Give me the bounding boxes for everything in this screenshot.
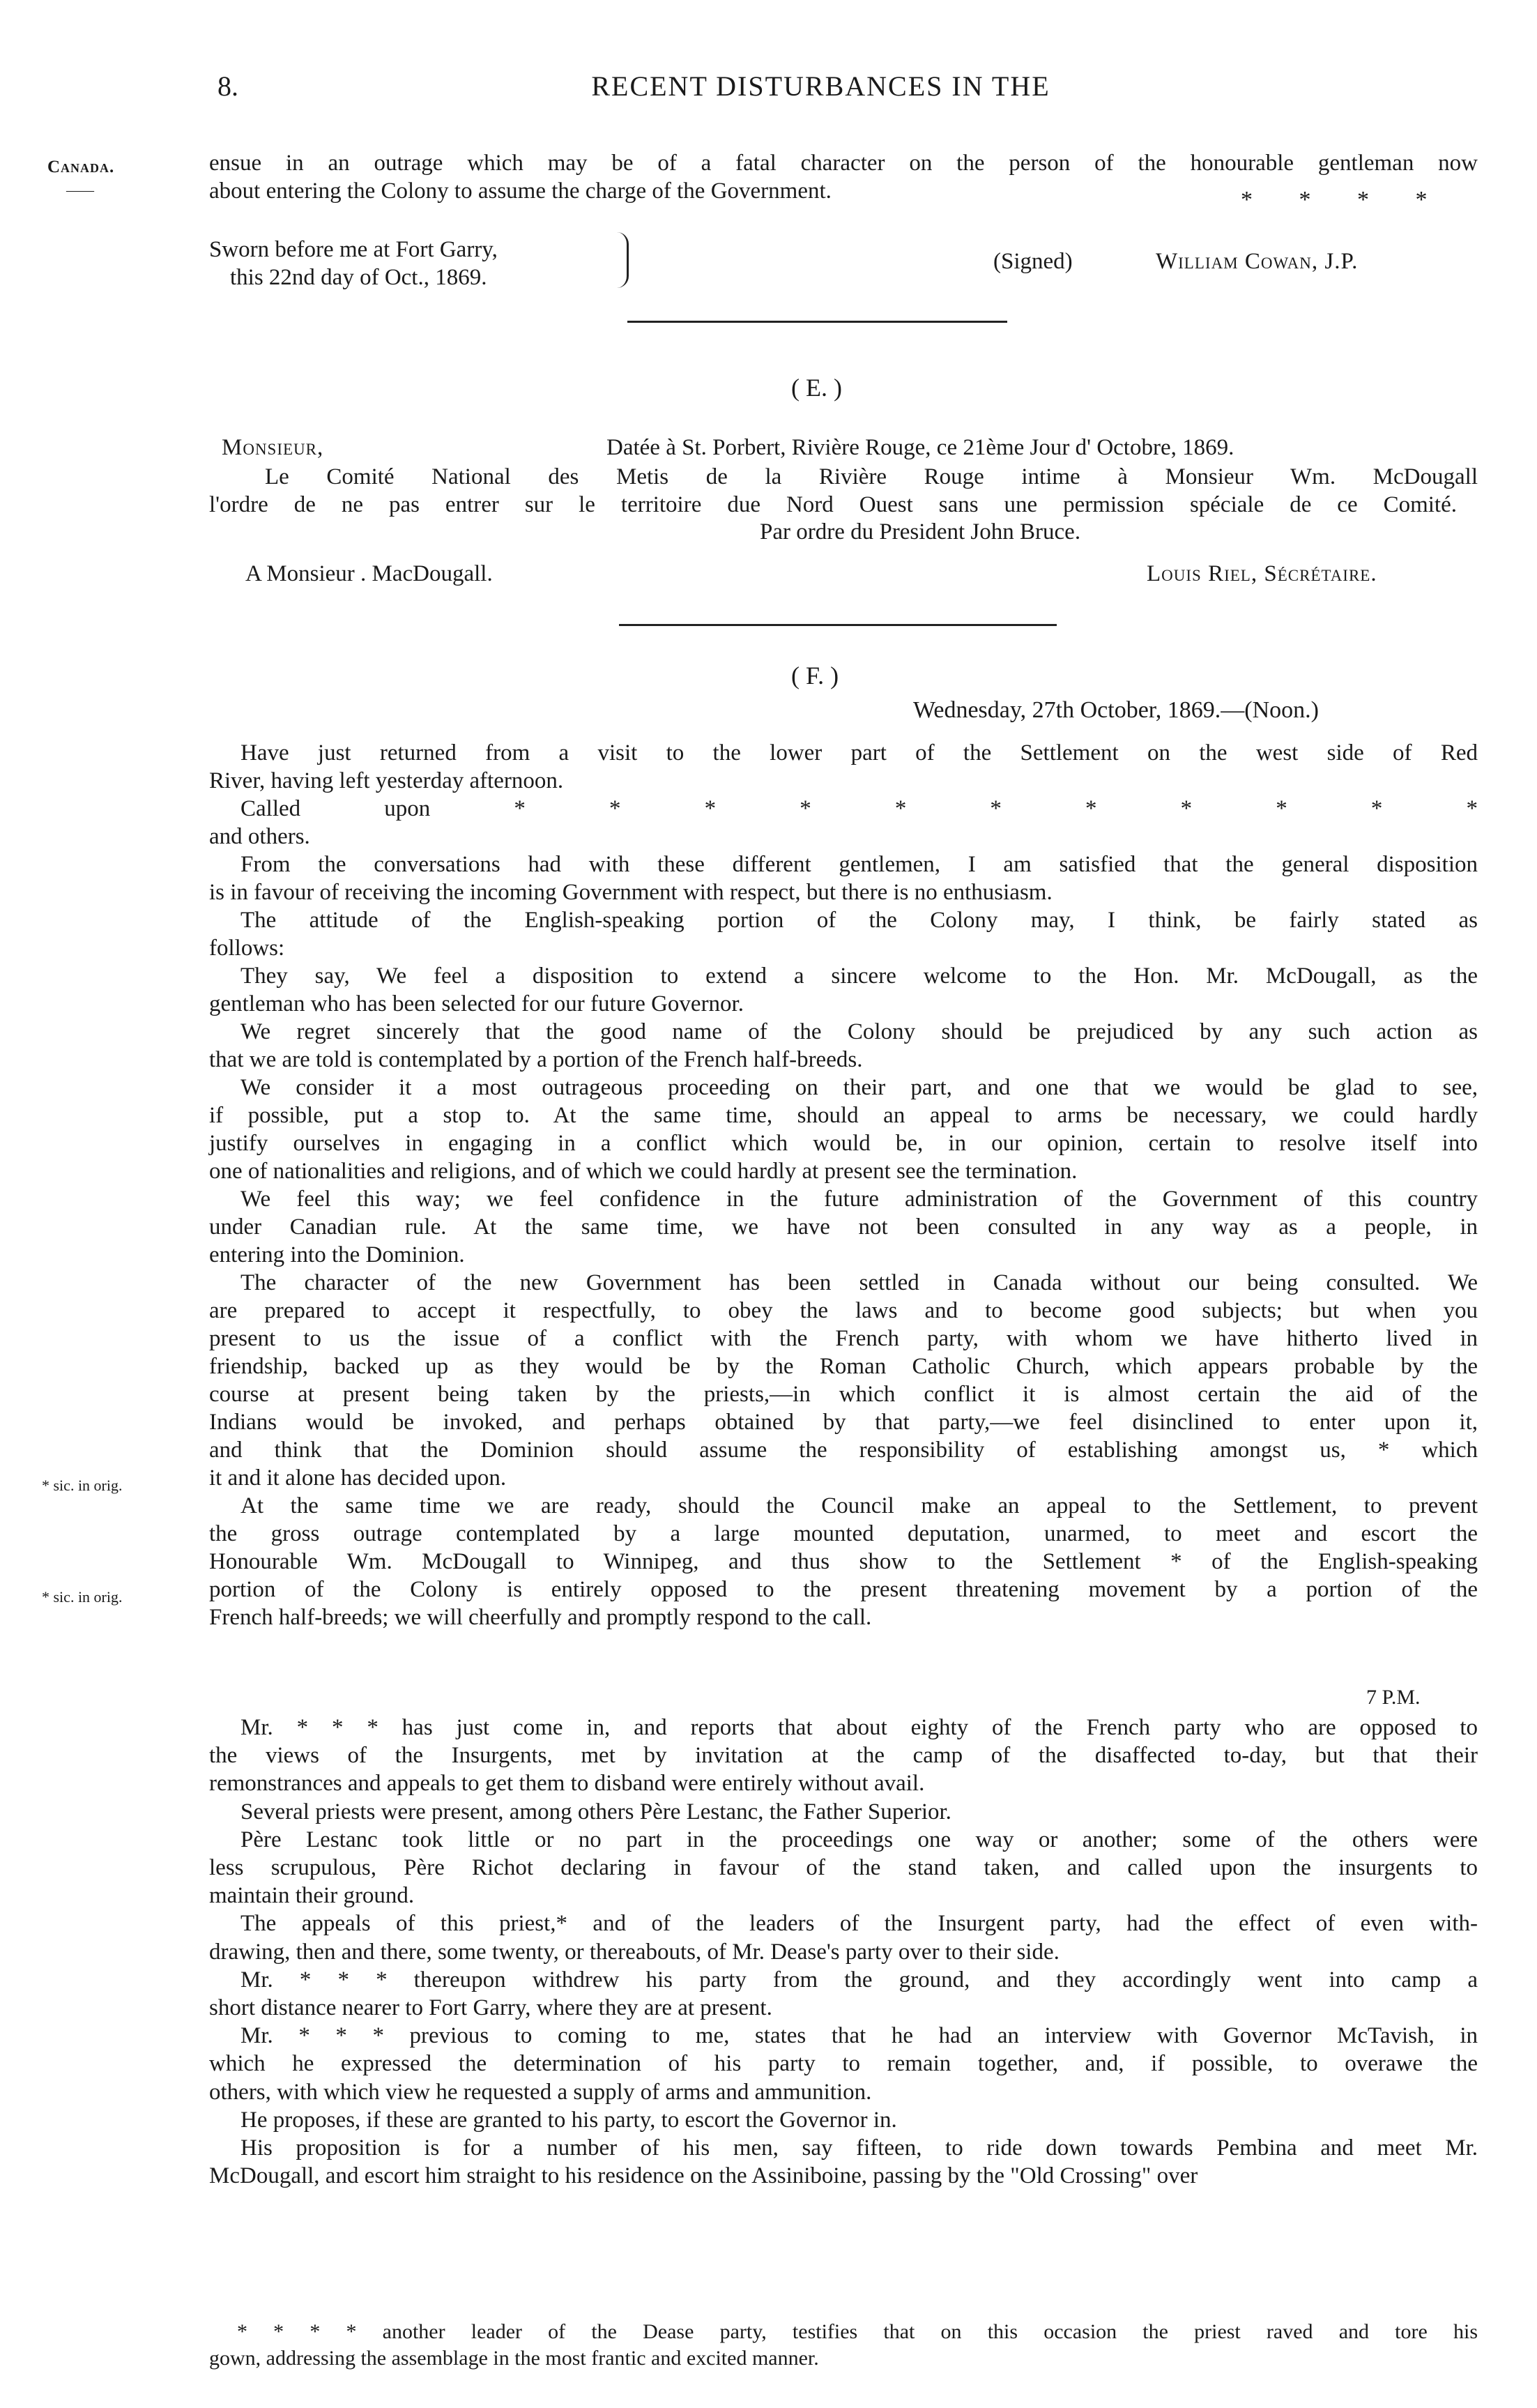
text-line: justify ourselves in engaging in a conflict which would be, in our opinion, certain to resolve itself into — [209, 1131, 1478, 1156]
text-line: We consider it a most outrageous proceeding on their part, and one that we would be glad to see, — [240, 1075, 1478, 1100]
text-line: course at present being taken by the priests,—in which conflict it is almost certain the aid of the — [209, 1382, 1478, 1407]
text-line: River, having left yesterday afternoon. — [209, 768, 564, 793]
text-line: drawing, then and there, some twenty, or thereabouts, of Mr. Dease's party over to their side. — [209, 1939, 1060, 1965]
text-line: l'ordre de ne pas entrer sur le territoire due Nord Ouest sans une permission spéciale de ce Comité. — [209, 492, 1457, 517]
text-line: and others. — [209, 824, 310, 849]
sworn-line-2: this 22nd day of Oct., 1869. — [230, 265, 487, 290]
section-heading-f: ( F. ) — [791, 662, 839, 689]
text-line: short distance nearer to Fort Garry, where they are at present. — [209, 1995, 772, 2020]
text-line: Called upon * * * * * * * * * * * — [240, 796, 1478, 821]
text-line: Mr. * * * thereupon withdrew his party from the ground, and they accordingly went into camp a — [240, 1967, 1478, 1992]
footnote-line: * * * * another leader of the Dease party, testifies that on this occasion the priest raved and tore his — [237, 2320, 1478, 2343]
text-line: friendship, backed up as they would be by the Roman Catholic Church, which appears probable by the — [209, 1354, 1478, 1379]
text-line: The character of the new Government has been settled in Canada without our being consulted. We — [240, 1270, 1478, 1295]
text-line: McDougall, and escort him straight to his residence on the Assiniboine, passing by the "Old Crossing" over — [209, 2163, 1198, 2189]
salutation: Monsieur, — [222, 435, 324, 460]
signer-name: William Cowan, J.P. — [1156, 249, 1359, 274]
text-line: Mr. * * * previous to coming to me, states that he had an interview with Governor McTavish, in — [240, 2023, 1478, 2049]
margin-canada: Canada. — [47, 158, 115, 176]
text-line: under Canadian rule. At the same time, we have not been consulted in any way as a people, in — [209, 1214, 1478, 1240]
text-line: From the conversations had with these different gentlemen, I am satisfied that the general disposition — [240, 852, 1478, 877]
text-line: which he expressed the determination of his party to remain together, and, if possible, to overawe the — [209, 2051, 1478, 2077]
text-line: the views of the Insurgents, met by invitation at the camp of the disaffected to-day, but that their — [209, 1743, 1478, 1769]
signature-riel: Louis Riel, Sécrétaire. — [1147, 561, 1377, 586]
running-title: RECENT DISTURBANCES IN THE — [591, 70, 1050, 102]
text-line: French half-breeds; we will cheerfully and promptly respond to the call. — [209, 1605, 872, 1630]
addressee: A Monsieur . MacDougall. — [245, 561, 493, 586]
text-line: We feel this way; we feel confidence in the future administration of the Government of this country — [240, 1187, 1478, 1212]
text-line: Honourable Wm. McDougall to Winnipeg, and thus show to the Settlement * of the English-speaking — [209, 1549, 1478, 1574]
section-divider — [627, 321, 1007, 323]
text-line: He proposes, if these are granted to his party, to escort the Governor in. — [240, 2107, 897, 2133]
text-line: is in favour of receiving the incoming Government with respect, but there is no enthusiasm. — [209, 880, 1053, 905]
text-line: about entering the Colony to assume the charge of the Government. — [209, 178, 832, 204]
dateline-e: Datée à St. Porbert, Rivière Rouge, ce 21ème Jour d' Octobre, 1869. — [606, 435, 1234, 460]
text-line: maintain their ground. — [209, 1883, 415, 1909]
footnote-line: gown, addressing the assemblage in the most frantic and excited manner. — [209, 2347, 819, 2370]
text-line: gentleman who has been selected for our future Governor. — [209, 991, 744, 1016]
text-line: portion of the Colony is entirely opposed to the present threatening movement by a portion of the — [209, 1577, 1478, 1602]
text-line: The attitude of the English-speaking portion of the Colony may, I think, be fairly stated as — [240, 908, 1478, 933]
time-marker: 7 P.M. — [1366, 1686, 1421, 1709]
brace — [617, 232, 629, 288]
text-line: one of nationalities and religions, and of which we could hardly at present see the termination. — [209, 1159, 1078, 1184]
page-number: 8. — [217, 70, 238, 102]
text-line: are prepared to accept it respectfully, to obey the laws and to become good subjects; but when you — [209, 1298, 1478, 1323]
text-line: Mr. * * * has just come in, and reports that about eighty of the French party who are opposed to — [240, 1715, 1478, 1740]
text-line: At the same time we are ready, should the Council make an appeal to the Settlement, to prevent — [240, 1493, 1478, 1518]
text-line: His proposition is for a number of his men, say fifteen, to ride down towards Pembina and meet Mr. — [240, 2135, 1478, 2161]
ellipsis-stars: * * * * — [1241, 187, 1428, 213]
text-line: follows: — [209, 936, 285, 961]
section-divider — [619, 624, 1057, 626]
text-line: Le Comité National des Metis de la Rivière Rouge intime à Monsieur Wm. McDougall — [265, 464, 1478, 489]
text-line: We regret sincerely that the good name of the Colony should be prejudiced by any such action as — [240, 1019, 1478, 1044]
text-line: others, with which view he requested a supply of arms and ammunition. — [209, 2079, 872, 2105]
dateline-f: Wednesday, 27th October, 1869.—(Noon.) — [913, 697, 1319, 723]
text-line: entering into the Dominion. — [209, 1242, 465, 1267]
text-line: Several priests were present, among others Père Lestanc, the Father Superior. — [240, 1799, 951, 1824]
text-line: ensue in an outrage which may be of a fatal character on the person of the honourable gentleman now — [209, 151, 1478, 176]
text-line: Indians would be invoked, and perhaps obtained by that party,—we feel disinclined to enter upon it, — [209, 1410, 1478, 1435]
order-line: Par ordre du President John Bruce. — [760, 519, 1081, 544]
text-line: Have just returned from a visit to the lower part of the Settlement on the west side of Red — [240, 740, 1478, 765]
text-line: that we are told is contemplated by a portion of the French half-breeds. — [209, 1047, 863, 1072]
text-line: and think that the Dominion should assume the responsibility of establishing amongst us, * which — [209, 1438, 1478, 1463]
margin-note-sic: * sic. in orig. — [42, 1477, 123, 1494]
text-line: present to us the issue of a conflict with the French party, with whom we have hitherto lived in — [209, 1326, 1478, 1351]
text-line: The appeals of this priest,* and of the leaders of the Insurgent party, had the effect of even with- — [240, 1911, 1478, 1937]
section-heading-e: ( E. ) — [791, 374, 842, 402]
text-line: it and it alone has decided upon. — [209, 1465, 507, 1491]
margin-note-sic: * sic. in orig. — [42, 1588, 123, 1606]
text-line: They say, We feel a disposition to extend a sincere welcome to the Hon. Mr. McDougall, as the — [240, 963, 1478, 989]
margin-canada-rule: —— — [66, 183, 94, 198]
sworn-line-1: Sworn before me at Fort Garry, — [209, 237, 498, 262]
text-line: if possible, put a stop to. At the same time, should an appeal to arms be necessary, we could hardly — [209, 1103, 1478, 1128]
text-line: the gross outrage contemplated by a large mounted deputation, unarmed, to meet and escort the — [209, 1521, 1478, 1546]
text-line: Père Lestanc took little or no part in the proceedings one way or another; some of the others were — [240, 1827, 1478, 1852]
text-line: remonstrances and appeals to get them to disband were entirely without avail. — [209, 1771, 925, 1797]
signed-label: (Signed) — [993, 249, 1073, 274]
text-line: less scrupulous, Père Richot declaring in favour of the stand taken, and called upon the insurgents to — [209, 1855, 1478, 1880]
